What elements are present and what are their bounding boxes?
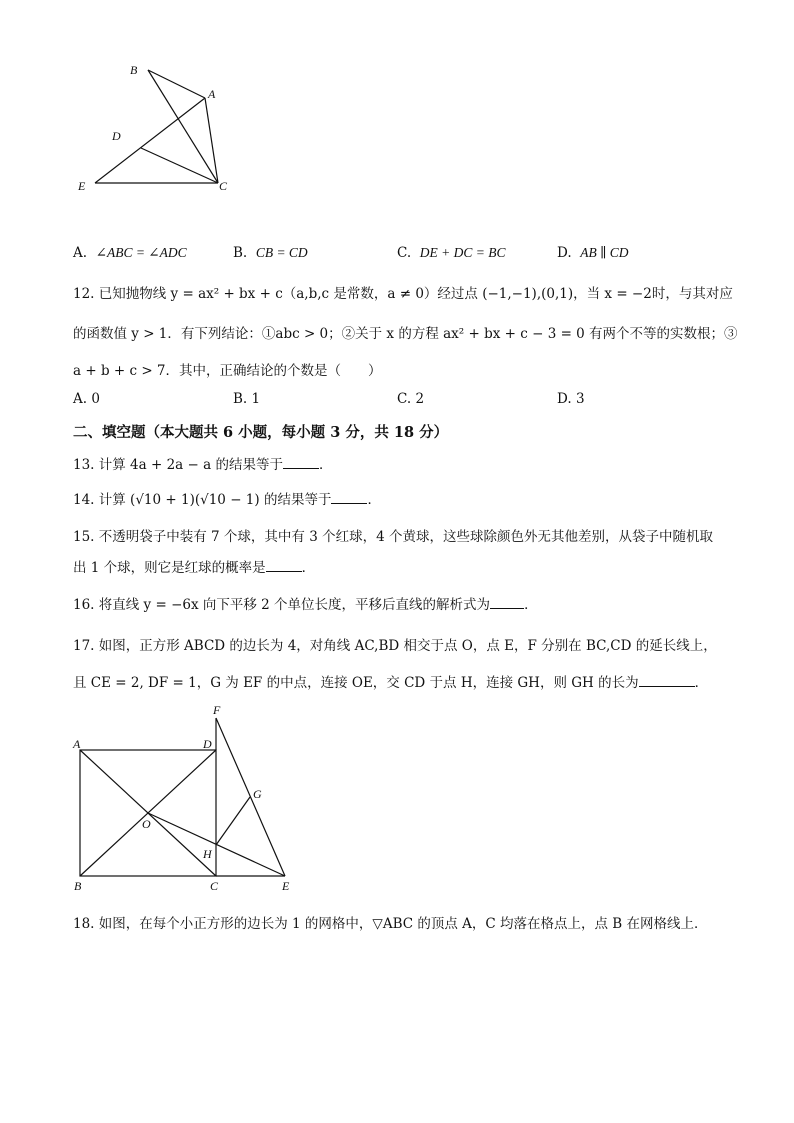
q17-line-1: 17. 如图，正方形 ABCD 的边长为 4，对角线 AC,BD 相交于点 O，点 E，F 分别在 BC,CD 的延长线上， [73, 638, 717, 654]
q12-line-3: a + b + c > 7．其中，正确结论的个数是（ ） [73, 363, 382, 379]
q18-line-1: 18. 如图，在每个小正方形的边长为 1 的网格中，▽ABC 的顶点 A，C 均落在格点上，点 B 在网格线上． [73, 916, 708, 932]
q12-line-2: 的函数值 y > 1．有下列结论：①abc > 0；②关于 x 的方程 ax² + bx + c − 3 = 0 有两个不等的实数根；③ [73, 326, 738, 342]
q13: 13. 计算 4a + 2a − a 的结果等于 ． [73, 457, 333, 473]
q13-blank[interactable] [283, 456, 319, 469]
q15-line-2: 出 1 个球，则它是红球的概率是 ． [73, 560, 316, 576]
q15-blank[interactable] [266, 559, 302, 572]
q12-option-c: C. 2 [397, 391, 425, 407]
label-o: O [142, 817, 151, 831]
q12-option-d: D. 3 [557, 391, 585, 407]
q12-option-a: A. 0 [73, 391, 100, 407]
q12-line-1: 12. 已知抛物线 y = ax² + bx + c（a,b,c 是常数，a ≠ 0）经过点 (−1,−1),(0,1)，当 x = −2时，与其对应 [73, 286, 733, 302]
section-2-heading: 二、填空题（本大题共 6 小题，每小题 3 分，共 18 分） [73, 424, 449, 441]
q16-blank[interactable] [490, 596, 524, 609]
label-g: G [253, 787, 262, 801]
q17-blank[interactable] [639, 674, 695, 687]
label-a: A [73, 737, 81, 751]
q12-option-b: B. 1 [233, 391, 261, 407]
label-e: E [282, 879, 290, 893]
label-f: F [213, 703, 221, 717]
q11-option-c: C. DE + DC = BC [397, 245, 506, 261]
q11-option-a: A. ∠ABC = ∠ADC [73, 245, 187, 261]
label-e: E [78, 179, 86, 193]
square-figure-2 [68, 700, 300, 896]
label-b: B [74, 879, 82, 893]
triangle-figure-1 [70, 58, 240, 198]
q14: 14. 计算 (√10 + 1)(√10 − 1) 的结果等于 ． [73, 492, 381, 508]
label-d: D [203, 737, 212, 751]
q11-option-b: B. CB = CD [233, 245, 308, 261]
q15-line-1: 15. 不透明袋子中装有 7 个球，其中有 3 个红球，4 个黄球，这些球除颜色外无其他差别，从袋子中随机取 [73, 529, 713, 545]
q14-blank[interactable] [331, 491, 367, 504]
label-c: C [210, 879, 219, 893]
label-a: A [208, 87, 216, 101]
label-c: C [219, 179, 228, 193]
label-b: B [130, 63, 138, 77]
label-d: D [112, 129, 121, 143]
q17-line-2: 且 CE = 2, DF = 1，G 为 EF 的中点，连接 OE，交 CD 于点 H，连接 GH，则 GH 的长为 ． [73, 675, 709, 691]
label-h: H [203, 847, 212, 861]
q11-option-d: D. AB ∥ CD [557, 245, 629, 261]
q16: 16. 将直线 y = −6x 向下平移 2 个单位长度，平移后直线的解析式为 ． [73, 597, 538, 613]
